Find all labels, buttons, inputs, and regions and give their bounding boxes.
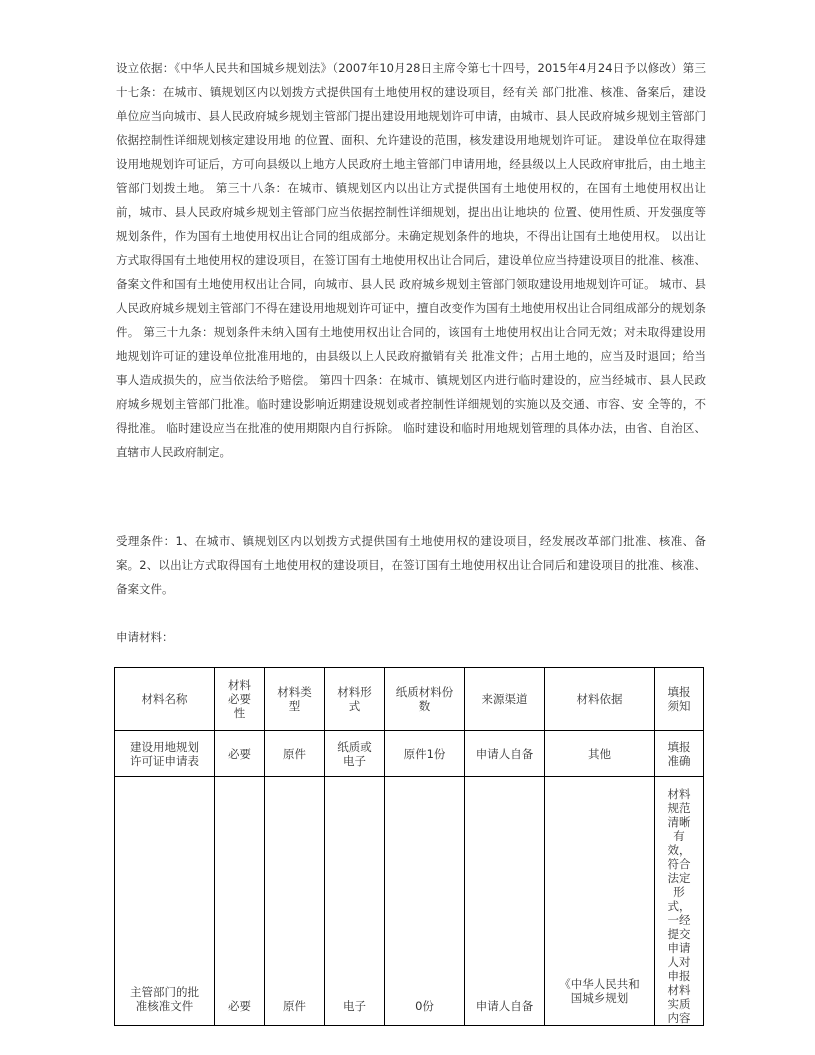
cell-filling-notes: 填报准确 [655,731,704,777]
cell-material-basis: 其他 [545,731,655,777]
cell-material-name: 主管部门的批准核准文件 [115,777,215,1026]
table-header-row [115,668,704,731]
materials-section-title: 申请材料： [116,630,174,644]
materials-table [114,667,704,1026]
cell-source-channel: 申请人自备 [465,777,545,1026]
cell-necessity: 必要 [215,731,265,777]
cell-source-channel: 申请人自备 [465,731,545,777]
cell-paper-copies: 0份 [385,777,465,1026]
table-row [115,777,704,1026]
header-necessity: 材料必要性 [215,668,265,731]
legal-basis-paragraph: 设立依据：《中华人民共和国城乡规划法》（2007年10月28日主席令第七十四号，2015年4月24日予以修改）第三十七条：在城市、镇规划区内以划拨方式提供国有土地使用权的建设项目，经有关 部门批准、核准、备案后，建设单位应当向城市、县人民政府城乡规划主管部门提出建设用地规划许可申请，由城市、县人民政府城乡规划主管部门依据控制性详细规划核定建设用地 的位置、面积、允许建设的范围，核发建设用地规划许可证。 建设单位在取得建设用地规划许可证后，方可向县级以上地方人民政府土地主管部门申请用地，经县级以上人民政府审批后，由土地主管部门划拨土地。 第三十八条：在城市、镇规划区内以出让方式提供国有土地使用权的，在国有土地使用权出让前，城市、县人民政府城乡规划主管部门应当依据控制性详细规划，提出出让地块的 位置、使用性质、开发强度等规划条件，作为国有土地使用权出让合同的组成部分。未确定规划条件的地块，不得出让国有土地使用权。 以出让方式取得国有土地使用权的建设项目，在签订国有土地使用权出让合同后，建设单位应当持建设项目的批准、核准、备案文件和国有土地使用权出让合同，向城市、县人民 政府城乡规划主管部门领取建设用地规划许可证。 城市、县人民政府城乡规划主管部门不得在建设用地规划许可证中，擅自改变作为国有土地使用权出让合同组成部分的规划条件。 第三十九条：规划条件未纳入国有土地使用权出让合同的，该国有土地使用权出让合同无效；对未取得建设用地规划许可证的建设单位批准用地的，由县级以上人民政府撤销有关 批准文件；占用土地的，应当及时退回；给当事人造成损失的，应当依法给予赔偿。 第四十四条：在城市、镇规划区内进行临时建设的，应当经城市、县人民政府城乡规划主管部门批准。临时建设影响近期建设规划或者控制性详细规划的实施以及交通、市容、安 全等的，不得批准。 临时建设应当在批准的使用期限内自行拆除。 临时建设和临时用地规划管理的具体办法，由省、自治区、直辖市人民政府制定。 [116,61,706,459]
cell-material-form: 纸质或电子 [325,731,385,777]
cell-material-form: 电子 [325,777,385,1026]
header-material-type: 材料类型 [265,668,325,731]
cell-material-type: 原件 [265,777,325,1026]
cell-material-basis: 《中华人民共和国城乡规划 [545,777,655,1026]
header-material-form: 材料形式 [325,668,385,731]
table-row [115,731,704,777]
acceptance-conditions-paragraph: 受理条件：1、在城市、镇规划区内以划拨方式提供国有土地使用权的建设项目，经发展改革部门批准、核准、备案。2、以出让方式取得国有土地使用权的建设项目，在签订国有土地使用权出让合同后和建设项目的批准、核准、备案文件。 [116,534,706,596]
header-material-name: 材料名称 [115,668,215,731]
header-material-basis: 材料依据 [545,668,655,731]
cell-filling-notes: 材料规范清晰有效，符合法定形式，一经提交申请人对申报材料实质内容 [655,777,704,1026]
cell-necessity: 必要 [215,777,265,1026]
cell-paper-copies: 原件1份 [385,731,465,777]
header-source-channel: 来源渠道 [465,668,545,731]
cell-material-type: 原件 [265,731,325,777]
header-filling-notes: 填报须知 [655,668,704,731]
cell-material-name: 建设用地规划许可证申请表 [115,731,215,777]
header-paper-copies: 纸质材料份数 [385,668,465,731]
